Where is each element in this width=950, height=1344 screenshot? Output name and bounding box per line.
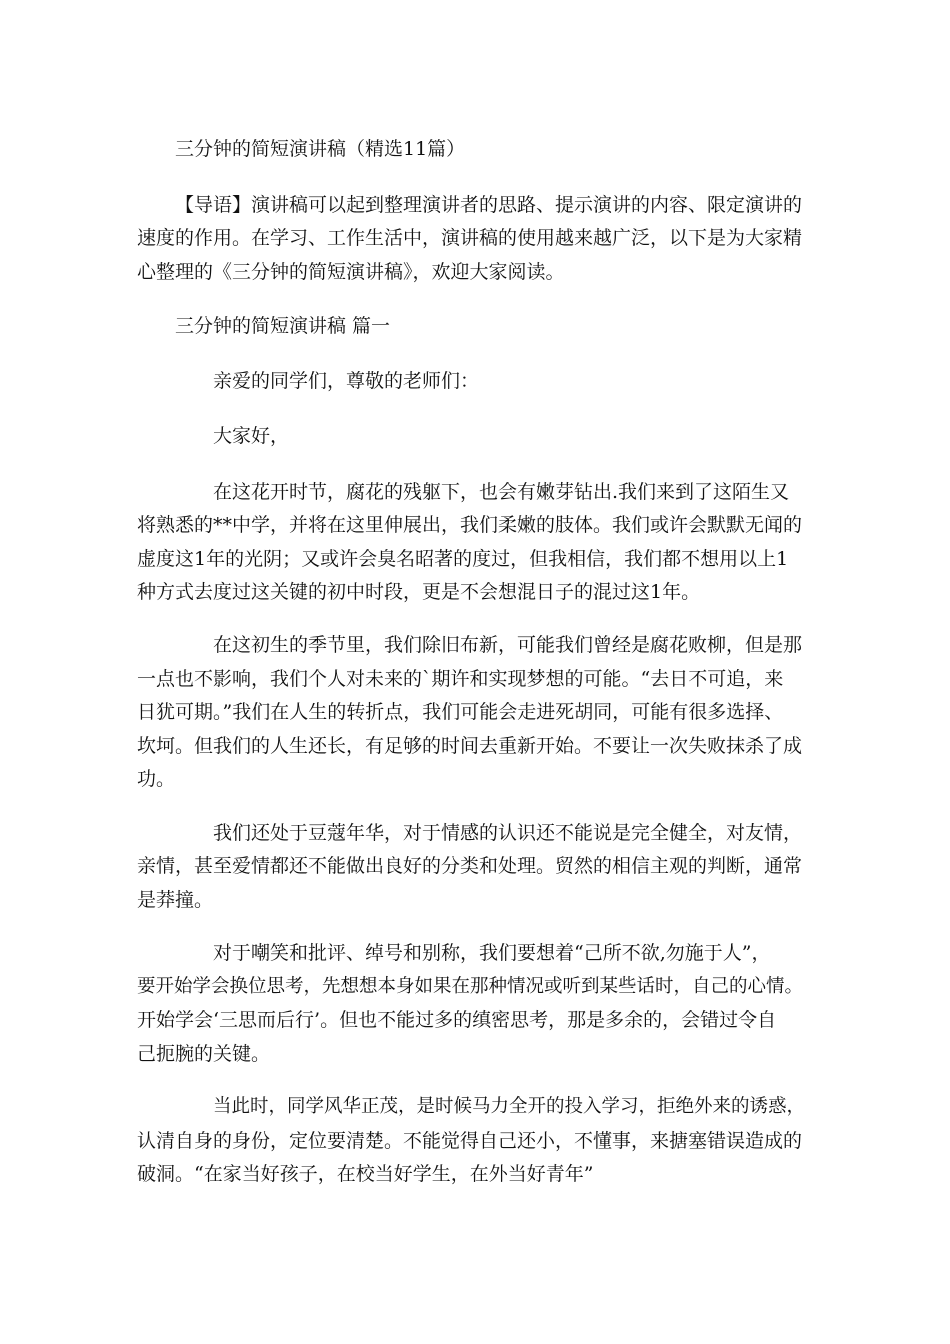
section-heading: 三分钟的简短演讲稿 篇一 — [175, 315, 391, 337]
paragraph-3-line-1: 我们还处于豆蔻年华，对于情感的认识还不能说是完全健全，对友情， — [213, 822, 803, 844]
intro-line-2: 速度的作用。在学习、工作生活中，演讲稿的使用越来越广泛，以下是为大家精 — [137, 227, 803, 249]
paragraph-4-line-3: 开始学会‘三思而后行’。但也不能过多的缜密思考，那是多余的，会错过令自 — [137, 1009, 777, 1031]
paragraph-1-line-2: 将熟悉的**中学，并将在这里伸展出，我们柔嫩的肢体。我们或许会默默无闻的 — [137, 514, 803, 536]
intro-line-3: 心整理的《三分钟的简短演讲稿》，欢迎大家阅读。 — [137, 261, 565, 283]
paragraph-4-line-4: 己扼腕的关键。 — [137, 1043, 271, 1065]
paragraph-2-line-1: 在这初生的季节里，我们除旧布新，可能我们曾经是腐花败柳，但是那 — [213, 634, 803, 656]
salutation: 亲爱的同学们，尊敬的老师们： — [213, 370, 480, 392]
paragraph-4-line-1: 对于嘲笑和批评、绰号和别称，我们要想着“己所不欲,勿施于人”， — [213, 942, 771, 964]
paragraph-5-line-2: 认清自身的身份，定位要清楚。不能觉得自己还小，不懂事，来搪塞错误造成的 — [137, 1130, 803, 1152]
paragraph-1-line-3: 虚度这1年的光阴；又或许会臭名昭著的度过，但我相信，我们都不想用以上1 — [137, 548, 789, 570]
paragraph-1-line-4: 种方式去度过这关键的初中时段，更是不会想混日子的混过这1年。 — [137, 581, 701, 603]
paragraph-5-line-3: 破洞。“在家当好孩子，在校当好学生，在外当好青年” — [137, 1163, 594, 1185]
paragraph-1-line-1: 在这花开时节，腐花的残躯下，也会有嫩芽钻出.我们来到了这陌生又 — [213, 481, 790, 503]
paragraph-2-line-5: 功。 — [137, 768, 176, 790]
document-title: 三分钟的简短演讲稿（精选11篇） — [175, 138, 466, 160]
paragraph-3-line-2: 亲情，甚至爱情都还不能做出良好的分类和处理。贸然的相信主观的判断，通常 — [137, 855, 803, 877]
intro-line-1: 【导语】演讲稿可以起到整理演讲者的思路、提示演讲的内容、限定演讲的 — [175, 194, 803, 216]
paragraph-5-line-1: 当此时，同学风华正茂，是时候马力全开的投入学习，拒绝外来的诱惑， — [213, 1096, 806, 1117]
paragraph-3-line-3: 是莽撞。 — [137, 889, 214, 911]
paragraph-2-line-3: 日犹可期。”我们在人生的转折点，我们可能会走进死胡同，可能有很多选择、 — [137, 701, 784, 723]
greeting: 大家好， — [213, 425, 290, 447]
paragraph-2-line-2: 一点也不影响，我们个人对未来的`期许和实现梦想的可能。“去日不可追，来 — [137, 668, 784, 690]
paragraph-4-line-2: 要开始学会换位思考，先想想本身如果在那种情况或听到某些话时，自己的心情。 — [137, 976, 804, 997]
paragraph-2-line-4: 坎坷。但我们的人生还长，有足够的时间去重新开始。不要让一次失败抹杀了成 — [137, 735, 803, 757]
